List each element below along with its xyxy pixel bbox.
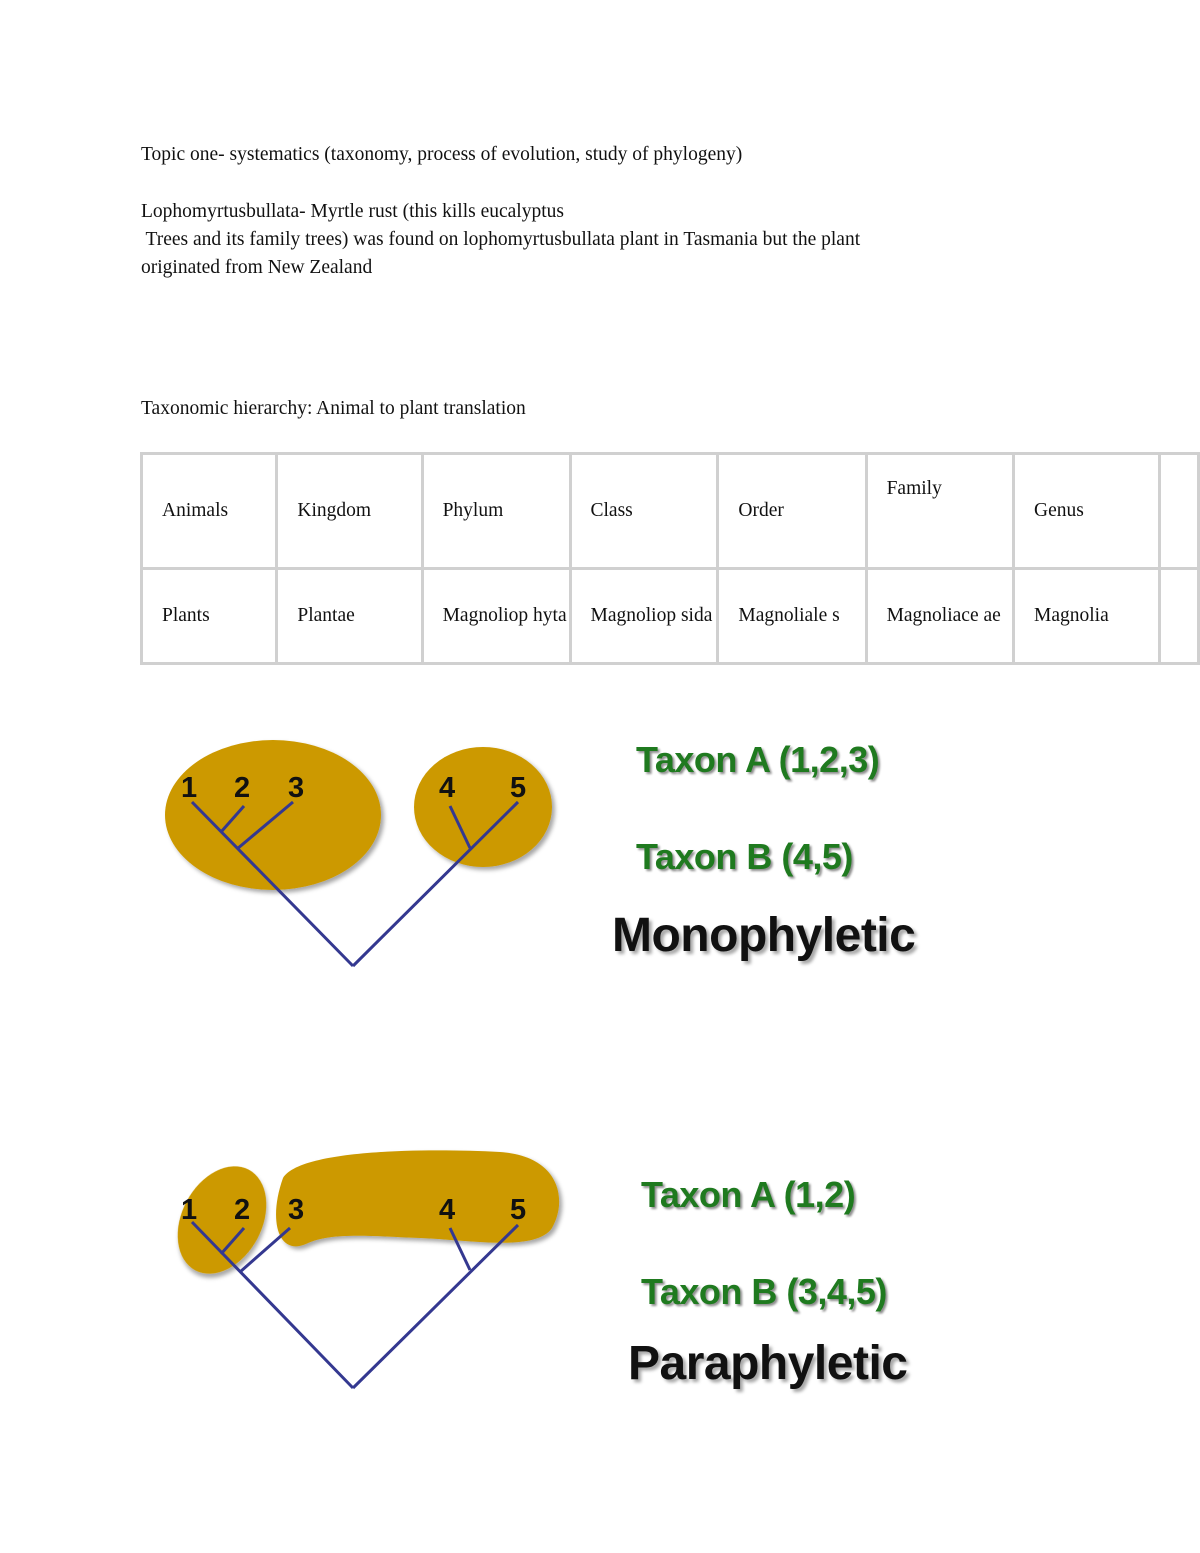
taxon-b-blob	[414, 747, 552, 867]
taxon-a-blob	[160, 1151, 284, 1289]
table-cell: Magnoliale s	[718, 569, 866, 664]
leaf-label: 4	[439, 772, 456, 804]
table-cell: Family	[866, 454, 1013, 569]
taxon-a-blob	[165, 740, 381, 890]
table-cell: Order	[718, 454, 866, 569]
hierarchy-heading: Taxonomic hierarchy: Animal to plant translation	[141, 398, 526, 419]
leaf-label: 1	[181, 1194, 198, 1226]
table-cell: Plants	[142, 569, 277, 664]
leaf-label: 1	[181, 772, 198, 804]
leaf-label: 4	[439, 1194, 456, 1226]
leaf-label: 2	[234, 1194, 251, 1226]
leaf-label: 3	[288, 772, 305, 804]
monophyletic-tree	[165, 740, 552, 966]
taxon-a-label: Taxon A (1,2,3)	[636, 739, 880, 780]
table-cell: Class	[570, 454, 718, 569]
table-cell: Magnoliop hyta	[422, 569, 570, 664]
table-cell: Kingdom	[277, 454, 422, 569]
leaf-label: 3	[288, 1194, 305, 1226]
table-cell: Magnoliop sida	[570, 569, 718, 664]
table-cell: Genus	[1014, 454, 1160, 569]
table-cell: Phylum	[422, 454, 570, 569]
taxon-b-label: Taxon B (4,5)	[636, 836, 853, 877]
paragraph-line: originated from New Zealand	[141, 257, 373, 278]
table-cell: Magnoliace ae	[866, 569, 1013, 664]
leaf-label: 2	[234, 772, 251, 804]
taxon-b-label: Taxon B (3,4,5)	[641, 1271, 887, 1312]
table-cell: Animals	[142, 454, 277, 569]
paragraph-line: Lophomyrtusbullata- Myrtle rust (this kills eucalyptus	[141, 201, 564, 222]
leaf-label: 5	[510, 1194, 527, 1226]
leaf-label: 5	[510, 772, 527, 804]
monophyletic-term: Monophyletic	[612, 909, 916, 962]
paraphyletic-term: Paraphyletic	[628, 1337, 908, 1390]
paragraph-line: Trees and its family trees) was found on lophomyrtusbullata plant in Tasmania but the plant	[141, 229, 861, 250]
paraphyletic-tree	[160, 1150, 559, 1388]
table-cell: Magnolia	[1014, 569, 1160, 664]
topic-heading: Topic one- systematics (taxonomy, process of evolution, study of phylogeny)	[141, 144, 743, 165]
taxon-a-label: Taxon A (1,2)	[641, 1174, 856, 1215]
table-cell: Plantae	[277, 569, 422, 664]
